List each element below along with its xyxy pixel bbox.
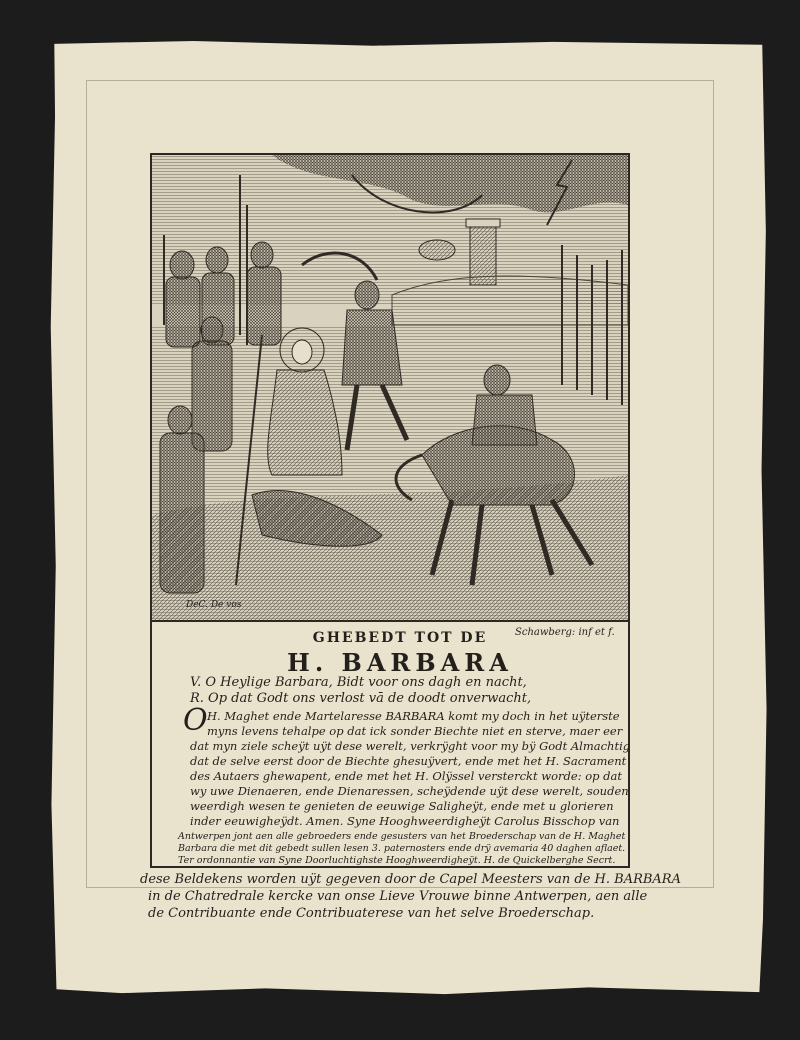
prayer-title: GHEBEDT TOT DE: [312, 630, 488, 646]
engraver-signature-left: DeC. De vos: [186, 600, 242, 610]
footer-line: de Contribuante ende Contribuaterese van het selve Broederschap.: [148, 906, 595, 921]
footer-line: in de Chatredrale kercke van onse Lieve Vrouwe binne Antwerpen, aen alle: [148, 889, 648, 904]
initial-letter: O: [183, 703, 208, 738]
versicle: V. O Heylige Barbara, Bidt voor ons dagh en nacht,: [190, 675, 527, 690]
prayer-line: H. Maghet ende Martelaresse BARBARA komt my doch in het uÿterste: [207, 709, 620, 723]
prayer-line: wy uwe Dienaeren, ende Dienaressen, scheÿdende uÿt dese werelt, souden: [190, 784, 629, 798]
indulgence-line: Antwerpen jont aen alle gebroeders ende gesusters van het Broederschap van de H. Maghet: [178, 831, 626, 842]
prayer-line: dat myn ziele scheÿt uÿt dese werelt, verkrÿght voor my bÿ Godt Almachtig: [190, 739, 631, 753]
footer-line: dese Beldekens worden uÿt gegeven door de Capel Meesters van de H. BARBARA: [140, 872, 681, 887]
saint-name: H. BARBARA: [287, 648, 513, 677]
prayer-line: dat de selve eerst door de Biechte ghesuÿvert, ende met het H. Sacrament: [190, 754, 627, 768]
response: R. Op dat Godt ons verlost vā de doodt onverwacht,: [190, 691, 532, 706]
prayer-line: des Autaers ghewapent, ende met het H. Olÿssel versterckt worde: op dat: [190, 769, 623, 783]
prayer-line: inder eeuwigheÿdt. Amen. Syne Hooghweerdigheÿt Carolus Bisschop van: [190, 814, 620, 828]
indulgence-line: Barbara die met dit gebedt sullen lesen 3. paternosters ende drÿ avemaria 40 daghen aflaet.: [178, 843, 626, 854]
engraver-signature-right: Schawberg: inf et f.: [515, 627, 615, 638]
prayer-line: weerdigh wesen te genieten de eeuwige Saligheÿt, ende met u glorieren: [190, 799, 614, 813]
frame-divider: [150, 620, 630, 622]
prayer-line: myns levens tehalpe op dat ick sonder Biechte niet en sterve, maer eer: [207, 724, 623, 738]
indulgence-line: Ter ordonnantie van Syne Doorluchtighste Hooghweerdigheÿt. H. de Quickelberghe Secrt.: [178, 855, 616, 866]
